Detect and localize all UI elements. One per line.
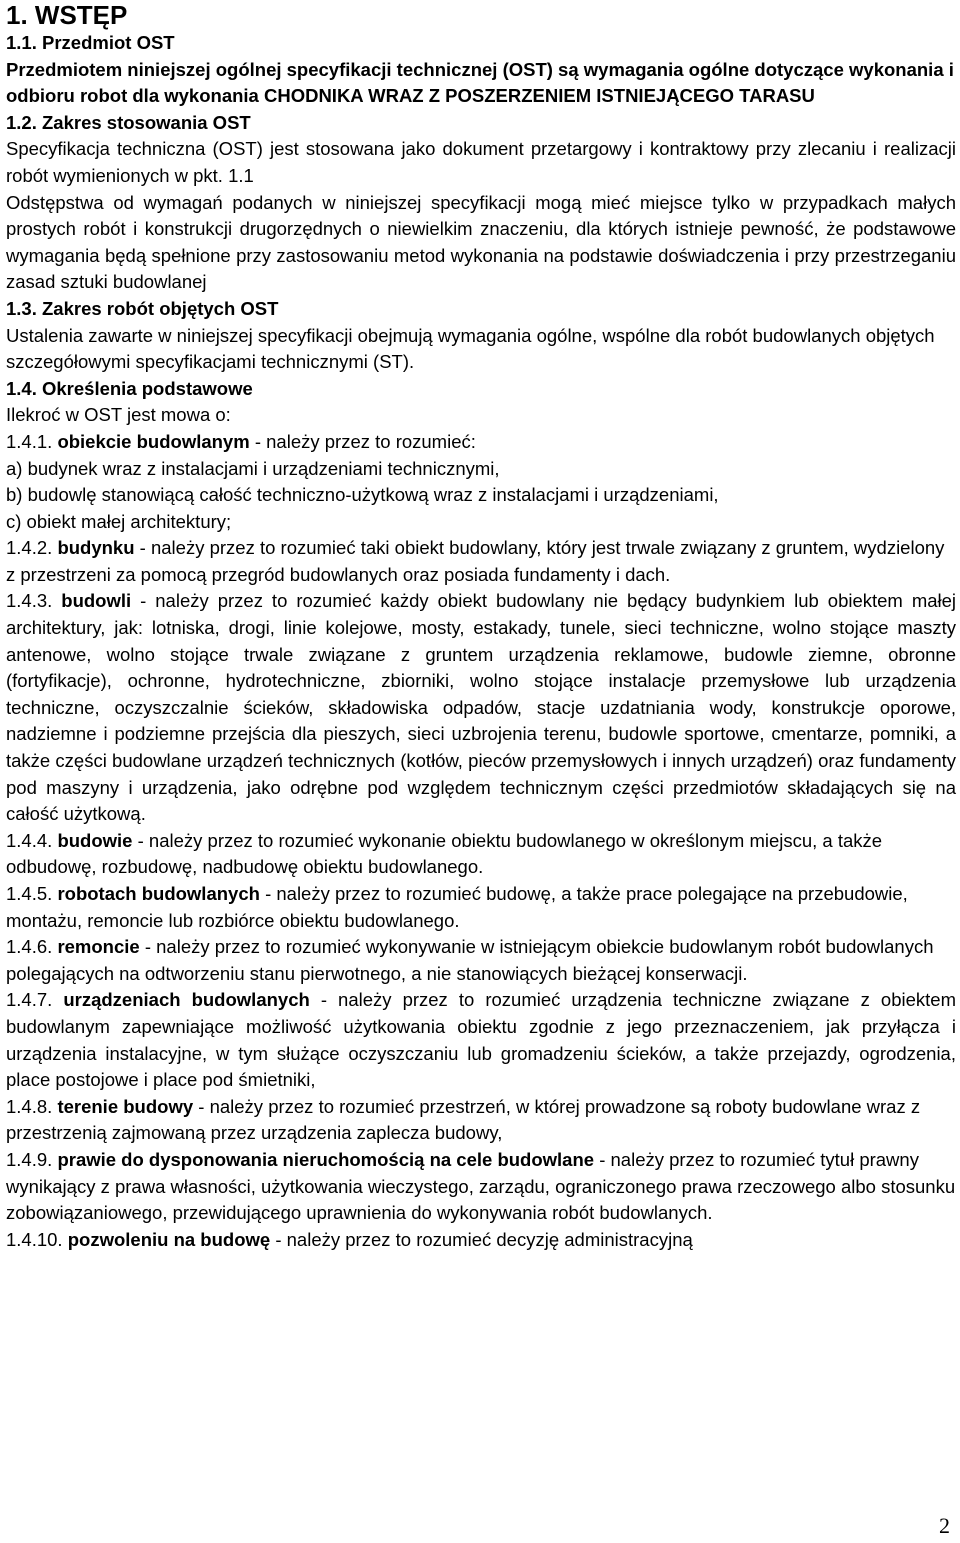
definition-1-4-10 <box>6 1227 956 1254</box>
section-1-1-text: Przedmiotem niniejszej ogólnej specyfikacji technicznej (OST) są wymagania ogólne dotyczące wykonania i odbioru robot dla wykonania CHODNIKA WRAZ Z POSZERZENIEM ISTNIEJĄCEGO TARASU <box>6 58 954 107</box>
section-1-2-text1: Specyfikacja techniczna (OST) jest stosowana jako dokument przetargowy i kontraktowy przy zlecaniu i realizacji robót wymienionych w pkt. 1.1 <box>6 138 956 186</box>
document-page <box>6 0 956 1253</box>
section-1-3-num: 1.3. <box>6 297 37 319</box>
definition-1-4-4 <box>6 828 956 881</box>
definition-term: budowli <box>61 590 132 612</box>
definition-text: - należy przez to rozumieć urządzenia techniczne związane z obiektem budowlanym zapewniające możliwość użytkowania obiektu zgodnie z jego przeznaczeniem, jak przyłącza i urządzenia instalacyjne, w tym służące oczyszczaniu lub gromadzeniu ścieków, a także przejazdy, ogrodzenia, place postojowe i place pod śmietniki, <box>6 989 956 1091</box>
definition-term: obiekcie budowlanym <box>57 430 250 452</box>
definition-text: - należy przez to rozumieć wykonywanie w istniejącym obiekcie budowlanym robót budowlanych polegających na odtworzeniu stanu pierwotnego, a nie stanowiących bieżącej konserwacji. <box>6 936 934 984</box>
definition-term: budynku <box>57 537 135 559</box>
definition-text: - należy przez to rozumieć decyzję administracyjną <box>275 1228 693 1250</box>
definition-1-4-5 <box>6 881 956 934</box>
definition-term: terenie budowy <box>57 1095 194 1117</box>
definition-num: 1.4.2. <box>6 537 53 559</box>
definition-num: 1.4.10. <box>6 1228 63 1250</box>
definition-term: remoncie <box>57 936 140 958</box>
definition-1-4-6 <box>6 934 956 987</box>
section-1-4-intro: Ilekroć w OST jest mowa o: <box>6 404 231 426</box>
definition-1-4-7 <box>6 987 956 1093</box>
definition-num: 1.4.6. <box>6 936 53 958</box>
definition-text: - należy przez to rozumieć przestrzeń, w której prowadzone są roboty budowlane wraz z przestrzenią zajmowaną przez urządzenia zaplecza budowy, <box>6 1095 921 1144</box>
section-1-3-heading <box>6 296 956 323</box>
definition-text: - należy przez to rozumieć: <box>254 430 476 452</box>
definition-1-4-3 <box>6 588 956 827</box>
list-item-b: b) budowlę stanowiącą całość techniczno-użytkową wraz z instalacjami i urządzeniami, <box>6 484 719 506</box>
definition-1-4-8 <box>6 1094 956 1147</box>
definition-num: 1.4.4. <box>6 829 53 851</box>
section-1-2-num: 1.2. <box>6 111 37 133</box>
definition-text: - należy przez to rozumieć budowę, a także prace polegające na przebudowie, montażu, remoncie lub rozbiórce obiektu budowlanego. <box>6 883 908 931</box>
document-body <box>6 30 956 1253</box>
section-1-4-title: Określenia podstawowe <box>42 377 253 399</box>
definition-term: robotach budowlanych <box>57 883 260 904</box>
definition-term: prawie do dysponowania nieruchomością na cele budowlane <box>57 1148 595 1170</box>
definition-num: 1.4.1. <box>6 430 53 452</box>
main-heading: 1. WSTĘP <box>6 0 128 30</box>
section-1-2-heading <box>6 110 956 137</box>
definition-1-4-9 <box>6 1147 956 1227</box>
section-1-3-title: Zakres robót objętych OST <box>42 297 279 319</box>
definition-text: - należy przez to rozumieć taki obiekt budowlany, który jest trwale związany z gruntem, wydzielony z przestrzeni za pomocą przegród budowlanych oraz posiada fundamenty i dach. <box>6 537 945 585</box>
definition-1-4-2 <box>6 535 956 588</box>
definition-term: pozwoleniu na budowę <box>67 1228 271 1250</box>
definition-num: 1.4.8. <box>6 1095 53 1117</box>
definition-term: urządzeniach budowlanych <box>63 989 310 1011</box>
section-1-2-title: Zakres stosowania OST <box>42 111 251 133</box>
definition-num: 1.4.9. <box>6 1148 53 1170</box>
list-item-a: a) budynek wraz z instalacjami i urządzeniami technicznymi, <box>6 457 500 479</box>
definition-text: - należy przez to rozumieć wykonanie obiektu budowlanego w określonym miejscu, a także odbudowę, rozbudowę, nadbudowę obiektu budowlanego. <box>6 829 883 878</box>
section-1-4-num: 1.4. <box>6 377 37 399</box>
definition-num: 1.4.5. <box>6 883 53 904</box>
definition-term: budowie <box>57 829 133 851</box>
definition-1-4-1 <box>6 429 956 456</box>
list-item-c: c) obiekt małej architektury; <box>6 510 232 532</box>
page-number: 2 <box>939 1513 950 1538</box>
definition-num: 1.4.3. <box>6 590 53 612</box>
definition-text: - należy przez to rozumieć każdy obiekt budowlany nie będący budynkiem lub obiektem małej architektury, jak: lotniska, drogi, linie kolejowe, mosty, estakady, tunele, sieci techniczne, wolno stojące maszty antenowe, wolno stojące trwale związane z gruntem urządzenia reklamowe, budowle ziemne, obronne (fortyfikacje), ochronne, hydrotechniczne, zbiorniki, wolno stojące instalacje przemysłowe lub urządzenia techniczne, oczyszczalnie ścieków, składowiska odpadów, stacje uzdatniania wody, konstrukcje oporowe, nadziemne i podziemne przejścia dla pieszych, sieci uzbrojenia terenu, budowle sportowe, cmentarze, pomniki, a także części budowlane urządzeń technicznych (kotłów, pieców przemysłowych i innych urządzeń) oraz fundamenty pod maszyny i urządzenia, jako odrębne pod względem technicznym części przedmiotów składających się na całość użytkową. <box>6 590 957 825</box>
section-1-2-text2: Odstępstwa od wymagań podanych w niniejszej specyfikacji mogą mieć miejsce tylko w przypadkach małych prostych robót i konstrukcji drugorzędnych o niewielkim znaczeniu, dla których istnieje pewność, że podstawowe wymagania będą spełnione przy zastosowaniu metod wykonania na podstawie doświadczenia i przy przestrzeganiu zasad sztuki budowlanej <box>6 191 956 293</box>
section-1-4-heading <box>6 376 956 403</box>
definition-text: - należy przez to rozumieć tytuł prawny wynikający z prawa własności, użytkowania wieczystego, zarządu, ograniczonego prawa rzeczowego albo stosunku zobowiązaniowego, przewidującego uprawnienia do wykonywania robót budowlanych. <box>6 1148 956 1224</box>
definition-num: 1.4.7. <box>6 989 53 1011</box>
section-1-3-text: Ustalenia zawarte w niniejszej specyfikacji obejmują wymagania ogólne, wspólne dla robót budowlanych objętych szczegółowymi specyfikacjami technicznymi (ST). <box>6 324 935 373</box>
section-1-1-title: 1.1. Przedmiot OST <box>6 32 175 53</box>
